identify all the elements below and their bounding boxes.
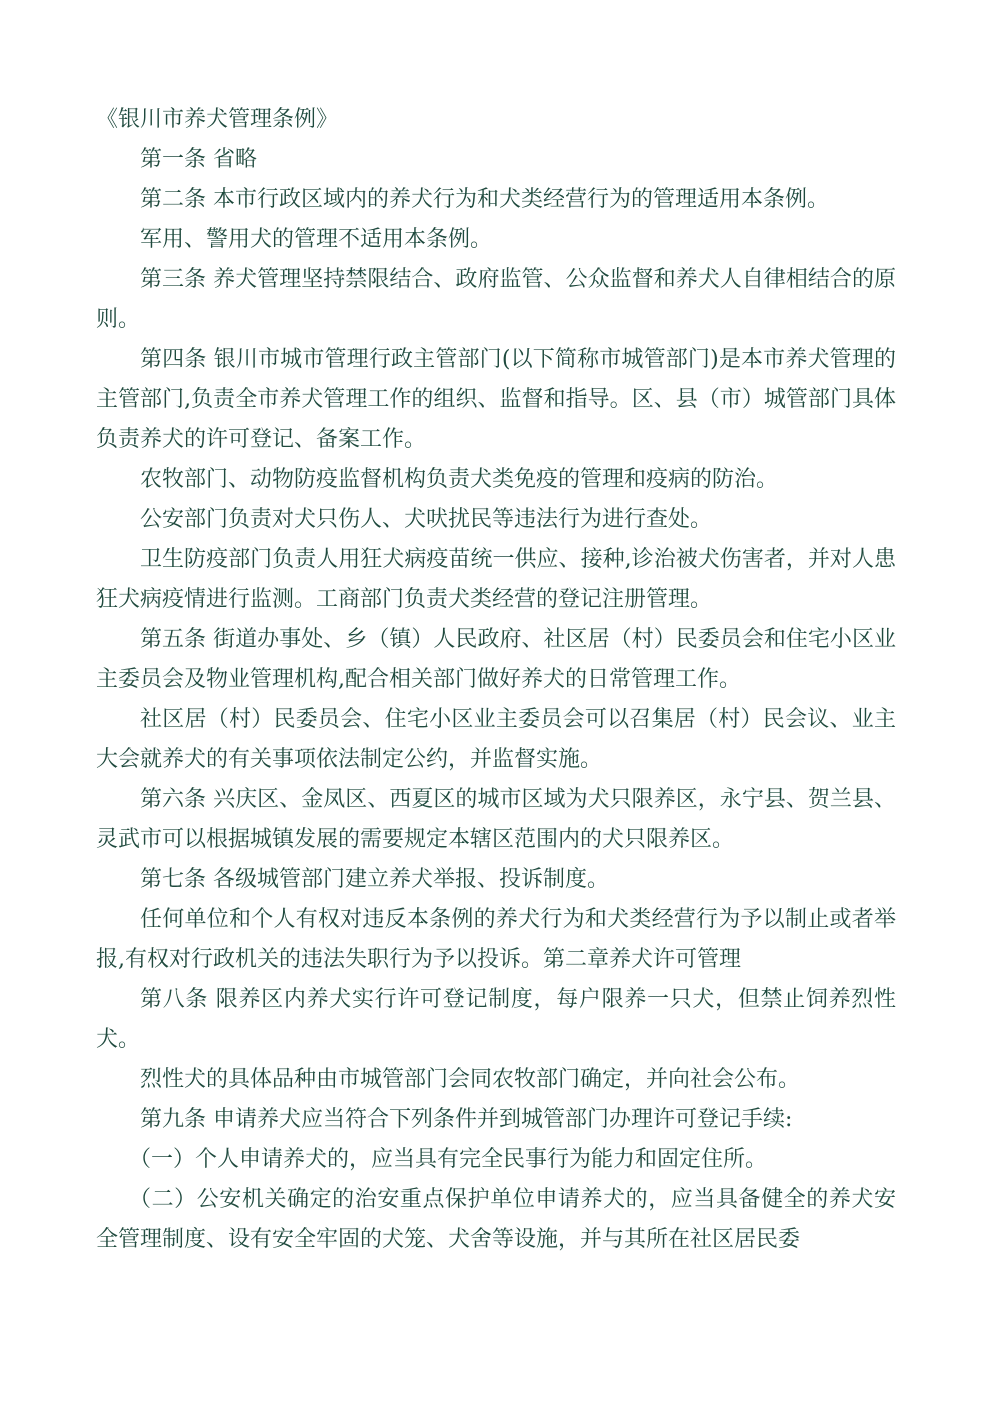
paragraph: （二）公安机关确定的治安重点保护单位申请养犬的，应当具备健全的养犬安全管理制度、设有安全牢固的犬笼、犬舍等设施，并与其所在社区居民委 — [96, 1187, 896, 1252]
paragraph: 第一条 省略 — [140, 147, 257, 172]
paragraph: 第九条 申请养犬应当符合下列条件并到城管部门办理许可登记手续: — [140, 1107, 793, 1132]
paragraph: 烈性犬的具体品种由市城管部门会同农牧部门确定，并向社会公布。 — [140, 1067, 801, 1092]
paragraph: 军用、警用犬的管理不适用本条例。 — [140, 227, 493, 252]
paragraph: 卫生防疫部门负责人用狂犬病疫苗统一供应、接种,诊治被犬伤害者，并对人患狂犬病疫情进行监测。工商部门负责犬类经营的登记注册管理。 — [96, 547, 896, 612]
paragraph: 第二条 本市行政区域内的养犬行为和犬类经营行为的管理适用本条例。 — [140, 187, 829, 212]
paragraph: 任何单位和个人有权对违反本条例的养犬行为和犬类经营行为予以制止或者举报,有权对行政机关的违法失职行为予以投诉。第二章养犬许可管理 — [96, 907, 896, 972]
paragraph: 第七条 各级城管部门建立养犬举报、投诉制度。 — [140, 867, 609, 892]
paragraph: 第八条 限养区内养犬实行许可登记制度，每户限养一只犬，但禁止饲养烈性犬。 — [96, 987, 896, 1052]
paragraph: 社区居（村）民委员会、住宅小区业主委员会可以召集居（村）民会议、业主大会就养犬的有关事项依法制定公约，并监督实施。 — [96, 707, 896, 772]
paragraph: 农牧部门、动物防疫监督机构负责犬类免疫的管理和疫病的防治。 — [140, 467, 779, 492]
paragraph: 第四条 银川市城市管理行政主管部门(以下简称市城管部门)是本市养犬管理的主管部门,负责全市养犬管理工作的组织、监督和指导。区、县（市）城管部门具体负责养犬的许可登记、备案工作。 — [96, 347, 896, 452]
document-page — [96, 100, 896, 1260]
paragraph: （一）个人申请养犬的，应当具有完全民事行为能力和固定住所。 — [129, 1147, 768, 1172]
paragraph: 公安部门负责对犬只伤人、犬吠扰民等违法行为进行查处。 — [140, 507, 713, 532]
paragraph: 第五条 街道办事处、乡（镇）人民政府、社区居（村）民委员会和住宅小区业主委员会及物业管理机构,配合相关部门做好养犬的日常管理工作。 — [96, 627, 896, 692]
document-title: 《银川市养犬管理条例》 — [96, 107, 339, 132]
paragraph: 第六条 兴庆区、金凤区、西夏区的城市区域为犬只限养区，永宁县、贺兰县、灵武市可以根据城镇发展的需要规定本辖区范围内的犬只限养区。 — [96, 787, 896, 852]
paragraph: 第三条 养犬管理坚持禁限结合、政府监管、公众监督和养犬人自律相结合的原则。 — [96, 267, 896, 332]
